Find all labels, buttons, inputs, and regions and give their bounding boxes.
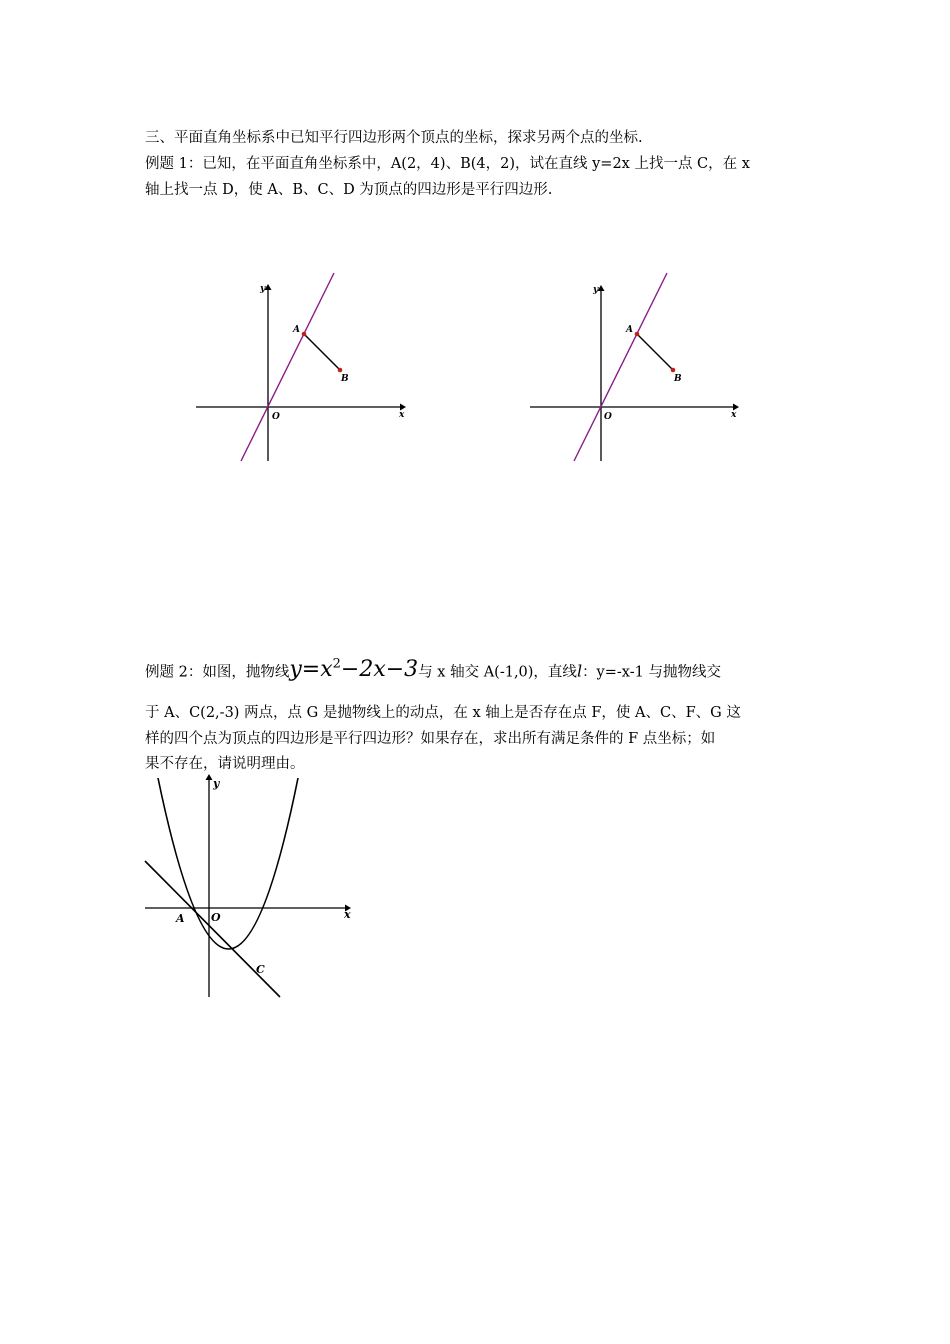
example2-mid: 与 x 轴交 A(-1,0)，直线	[418, 664, 577, 681]
figure2-c-label: C	[256, 963, 265, 976]
figure1-right-a-label: A	[626, 325, 633, 335]
figure2-origin-label: O	[211, 911, 221, 924]
line-name: l	[576, 661, 583, 681]
figure1-left-origin-label: O	[272, 412, 280, 422]
figure1-right-origin-label: O	[604, 412, 612, 422]
figure2-line-l	[145, 861, 280, 997]
section-heading: 三、平面直角坐标系中已知平行四边形两个顶点的坐标，探求另两个点的坐标.	[145, 130, 643, 146]
equation-main: y=x	[289, 657, 333, 683]
example1-text-line1: 例题 1：已知，在平面直角坐标系中，A(2，4)、B(4，2)，试在直线 y=2x 上找一点 C，在 x	[145, 156, 750, 172]
example2-suffix: ：y=-x-1 与抛物线交	[582, 664, 721, 681]
equation-exponent: 2	[332, 657, 341, 672]
figure1-left-a-label: A	[293, 325, 300, 335]
figure1-left-b-label: B	[341, 374, 349, 384]
figure1-right-x-label: x	[731, 410, 737, 420]
figure1-right-b-label: B	[674, 374, 682, 384]
figure2-a-label: A	[176, 912, 185, 925]
figure2-x-label: x	[344, 908, 351, 921]
example2-text-line2: 于 A、C(2,-3) 两点，点 G 是抛物线上的动点，在 x 轴上是否存在点 F，使 A、C、F、G 这	[145, 705, 741, 721]
figure2-axes	[145, 774, 351, 997]
figure1-left-y-label: y	[260, 284, 266, 294]
example2-prefix: 例题 2：如图，抛物线	[145, 664, 290, 681]
example2-text-line4: 果不存在，请说明理由。	[145, 756, 305, 772]
figure1-right-y-label: y	[593, 285, 599, 295]
example2-text-line3: 样的四个点为顶点的四边形是平行四边形？如果存在，求出所有满足条件的 F 点坐标；如	[145, 731, 716, 747]
figure2-y-label: y	[213, 777, 220, 790]
example1-text-line2: 轴上找一点 D，使 A、B、C、D 为顶点的四边形是平行四边形.	[145, 182, 553, 198]
equation-rest: −2x−3	[340, 657, 419, 683]
figure1-left-x-label: x	[399, 410, 405, 420]
